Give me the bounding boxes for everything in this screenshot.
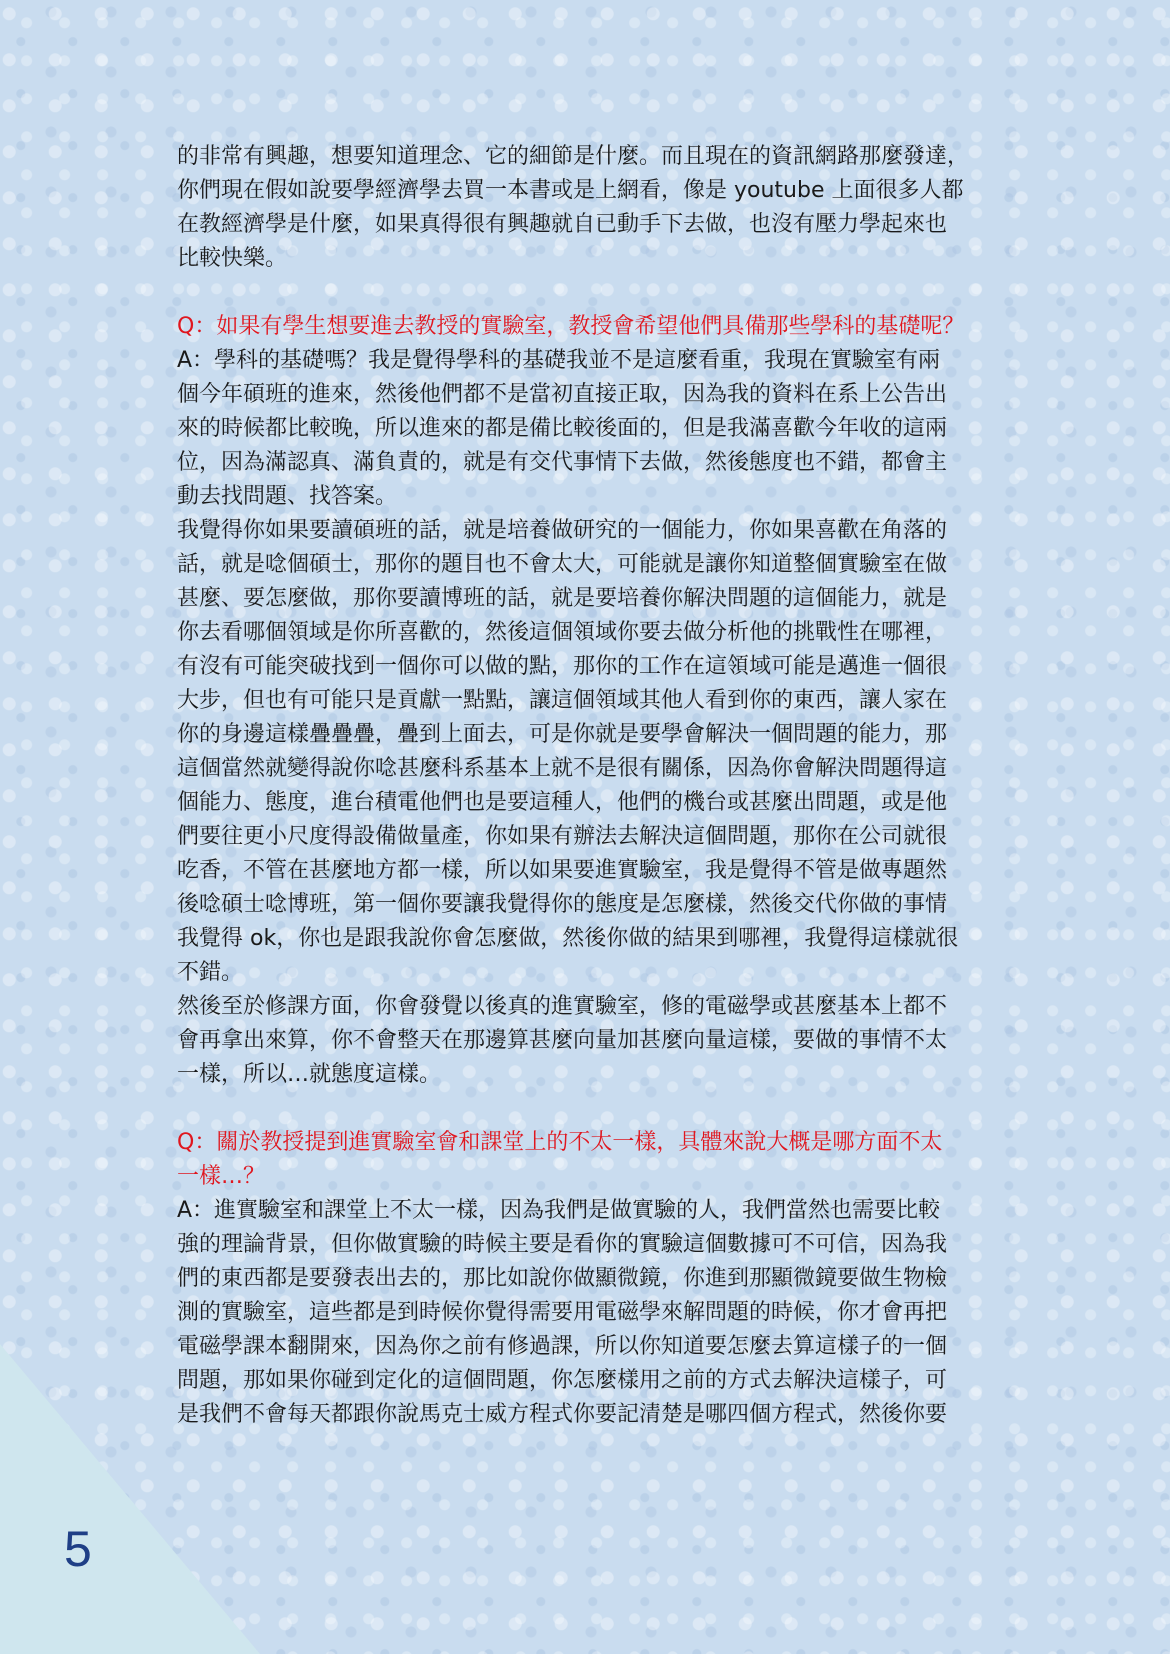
answer-line: 個能力、態度，進台積電他們也是要這種人，他們的機台或甚麼出問題，或是他 [177, 790, 948, 815]
answer-line: 我覺得你如果要讀碩班的話，就是培養做研究的一個能力，你如果喜歡在角落的 [177, 518, 948, 543]
answer-line: 們的東西都是要發表出去的，那比如說你做顯微鏡，你進到那顯微鏡要做生物檢 [177, 1266, 948, 1291]
answer-line: 問題，那如果你碰到定化的這個問題，你怎麼樣用之前的方式去解決這樣子，可 [177, 1368, 948, 1393]
answer-line: 位，因為滿認真、滿負責的，就是有交代事情下去做，然後態度也不錯，都會主 [177, 450, 948, 475]
intro-paragraph [177, 140, 993, 276]
answer-line: 是我們不會每天都跟你說馬克士威方程式你要記清楚是哪四個方程式，然後你要 [177, 1402, 948, 1427]
answer-line: 有沒有可能突破找到一個你可以做的點，那你的工作在這領域可能是邁進一個很 [177, 654, 948, 679]
qa-block-2 [177, 1126, 993, 1432]
answer-line: 大步，但也有可能只是貢獻一點點，讓這個領域其他人看到你的東西，讓人家在 [177, 688, 948, 713]
text-line: 在教經濟學是什麼，如果真得很有興趣就自已動手下去做，也沒有壓力學起來也 [177, 212, 948, 237]
qa-block-1 [177, 310, 993, 1092]
answer-line: 後唸碩士唸博班，第一個你要讓我覺得你的態度是怎麼樣，然後交代你做的事情 [177, 892, 948, 917]
answer-line: 電磁學課本翻開來，因為你之前有修過課，所以你知道要怎麼去算這樣子的一個 [177, 1334, 948, 1359]
answer-line: 一樣，所以…就態度這樣。 [177, 1062, 442, 1087]
answer-line: 話，就是唸個碩士，那你的題目也不會太大，可能就是讓你知道整個實驗室在做 [177, 552, 948, 577]
answer-line: 不錯。 [177, 960, 244, 985]
question-line: Q：如果有學生想要進去教授的實驗室，教授會希望他們具備那些學科的基礎呢？ [177, 314, 965, 339]
answer-line: 我覺得 ok，你也是跟我說你會怎麼做，然後你做的結果到哪裡，我覺得這樣就很 [177, 926, 959, 951]
answer-line: 們要往更小尺度得設備做量產，你如果有辦法去解決這個問題，那你在公司就很 [177, 824, 948, 849]
answer-line: 你的身邊這樣疊疊疊，疊到上面去，可是你就是要學會解決一個問題的能力，那 [177, 722, 948, 747]
text-line: 比較快樂。 [177, 246, 288, 271]
answer-line: 吃香，不管在甚麼地方都一樣，所以如果要進實驗室，我是覺得不管是做專題然 [177, 858, 948, 883]
text-line: 你們現在假如說要學經濟學去買一本書或是上網看，像是 youtube 上面很多人都 [177, 178, 964, 203]
answer-line: 測的實驗室，這些都是到時候你覺得需要用電磁學來解問題的時候，你才會再把 [177, 1300, 948, 1325]
text-line: 的非常有興趣，想要知道理念、它的細節是什麼。而且現在的資訊網路那麼發達， [177, 144, 970, 169]
page-number: 5 [64, 1521, 92, 1577]
answer-line: 來的時候都比較晚，所以進來的都是備比較後面的，但是我滿喜歡今年收的這兩 [177, 416, 948, 441]
answer-line: 你去看哪個領域是你所喜歡的，然後這個領域你要去做分析他的挑戰性在哪裡， [177, 620, 948, 645]
answer-line: 動去找問題、找答案。 [177, 484, 398, 509]
answer-line: 這個當然就變得說你唸甚麼科系基本上就不是很有關係，因為你會解決問題得這 [177, 756, 948, 781]
question-line: Q：關於教授提到進實驗室會和課堂上的不太一樣，具體來說大概是哪方面不太 [177, 1130, 943, 1155]
answer-line: 個今年碩班的進來，然後他們都不是當初直接正取，因為我的資料在系上公告出 [177, 382, 948, 407]
article-body [177, 140, 993, 1432]
answer-line: 強的理論背景，但你做實驗的時候主要是看你的實驗這個數據可不可信，因為我 [177, 1232, 948, 1257]
answer-line: A：學科的基礎嗎？我是覺得學科的基礎我並不是這麼看重，我現在實驗室有兩 [177, 348, 941, 373]
question-line: 一樣…？ [177, 1164, 266, 1189]
answer-line: 然後至於修課方面，你會發覺以後真的進實驗室，修的電磁學或甚麼基本上都不 [177, 994, 948, 1019]
answer-line: 會再拿出來算，你不會整天在那邊算甚麼向量加甚麼向量這樣，要做的事情不太 [177, 1028, 948, 1053]
answer-line: A：進實驗室和課堂上不太一樣，因為我們是做實驗的人，我們當然也需要比較 [177, 1198, 941, 1223]
answer-line: 甚麼、要怎麼做，那你要讀博班的話，就是要培養你解決問題的這個能力，就是 [177, 586, 948, 611]
